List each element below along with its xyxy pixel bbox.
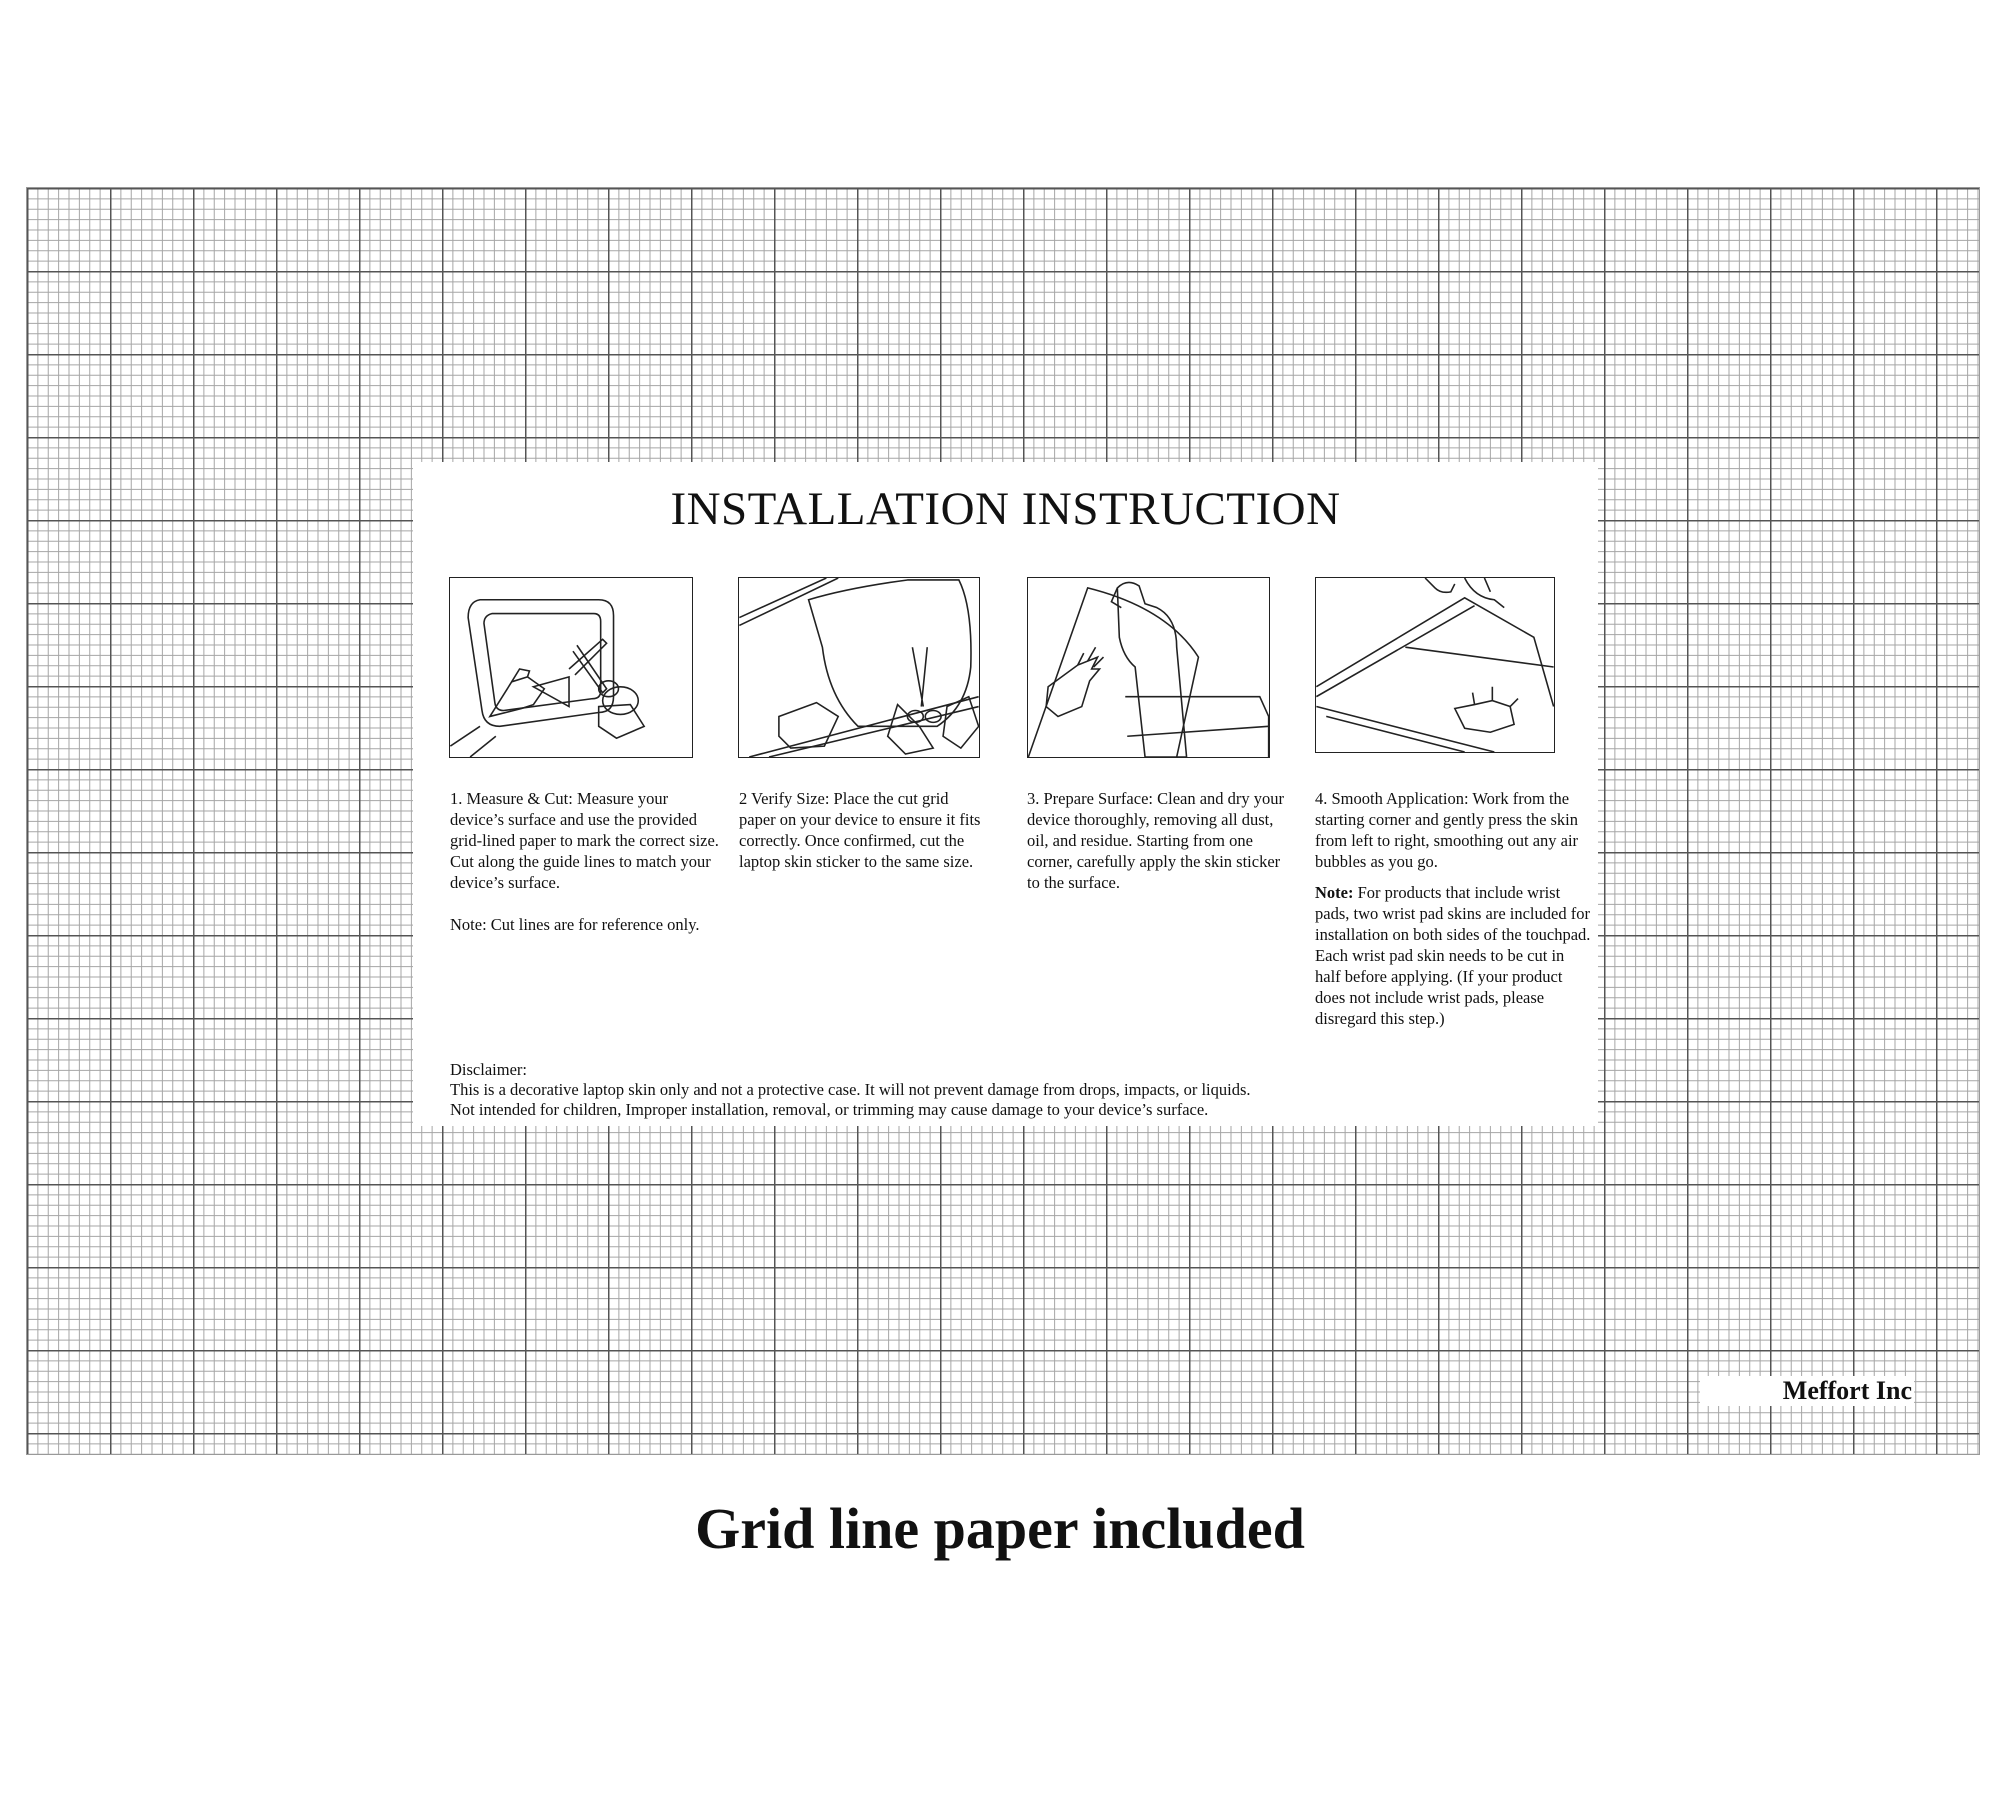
step-3-illustration [1027,577,1270,758]
disclaimer-block [450,1060,1570,1120]
step-1-illustration [449,577,693,758]
step-3-text: 3. Prepare Surface: Clean and dry your device thoroughly, removing all dust, oil, and residue. Starting from one corner, carefully apply the skin sticker to the surface. [1027,789,1285,892]
step-1-text: 1. Measure & Cut: Measure your device’s surface and use the provided grid-lined paper to mark the correct size. Cut along the guide lines to match your device’s surface. [450,789,719,892]
step-4-text-block [1315,788,1593,1029]
step-1-text-block [450,788,720,935]
disclaimer-line-2: Not intended for children, Improper installation, removal, or trimming may cause damage to your device’s surface. [450,1100,1209,1119]
instruction-title: INSTALLATION INSTRUCTION [670,483,1341,535]
brand-name: Meffort Inc [1700,1376,1914,1406]
step-1-note: Note: Cut lines are for reference only. [450,915,700,934]
step-4-text: 4. Smooth Application: Work from the starting corner and gently press the skin from left to right, smoothing out any air bubbles as you go. [1315,789,1579,871]
step-4-note: For products that include wrist pads, two wrist pad skins are included for installation on both sides of the touchpad. Each wrist pad skin needs to be cut in half before applying. (If your product does not include wrist pads, please disregard this step.) [1315,883,1591,1028]
disclaimer-label: Disclaimer: [450,1060,527,1079]
step-2-text-block [739,788,989,872]
instruction-card [413,462,1598,1126]
step-4-note-label: Note: [1315,883,1354,902]
step-4-note-paragraph [1315,882,1593,1029]
caption: Grid line paper included [695,1496,1305,1561]
step-2-text: 2 Verify Size: Place the cut grid paper on your device to ensure it fits correctly. Once confirmed, cut the laptop skin sticker to the same size. [739,789,981,871]
step-2-illustration [738,577,980,758]
step-4-illustration [1315,577,1555,753]
step-3-text-block [1027,788,1295,893]
disclaimer-line-1: This is a decorative laptop skin only and not a protective case. It will not prevent damage from drops, impacts, or liquids. [450,1080,1251,1099]
